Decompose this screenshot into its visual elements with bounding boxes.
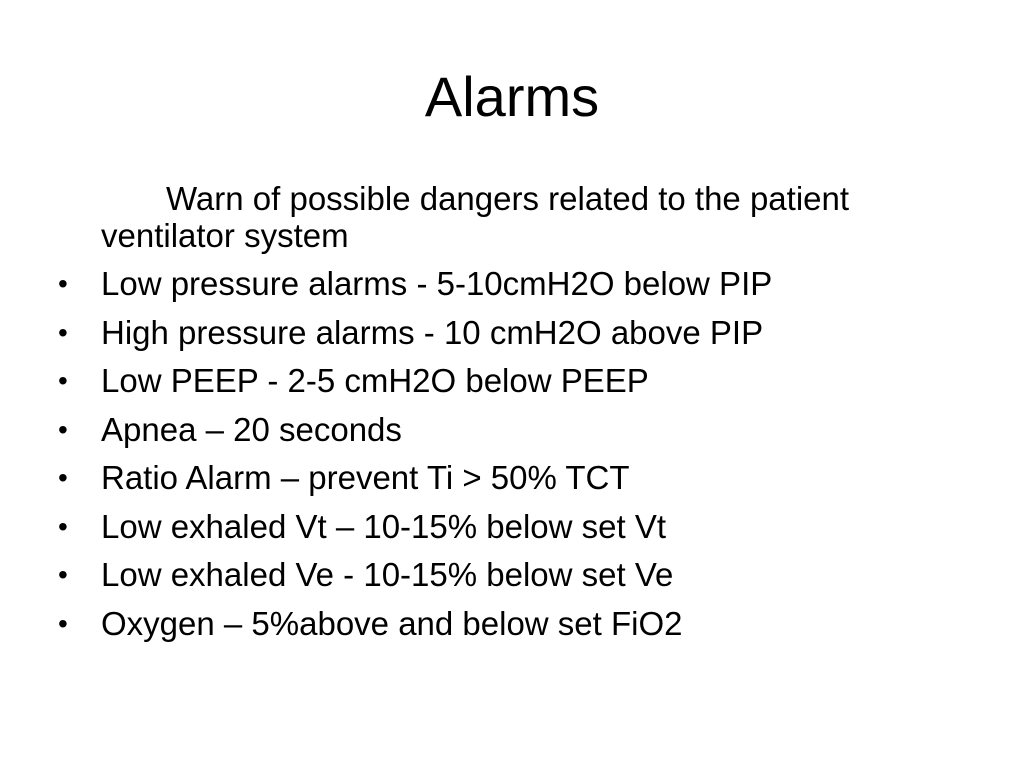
bullet-text: Low exhaled Ve - 10-15% below set Ve — [101, 556, 674, 593]
bullet-list — [56, 260, 956, 648]
bullet-icon: • — [58, 607, 68, 639]
bullet-text: Low PEEP - 2-5 cmH2O below PEEP — [101, 362, 649, 399]
bullet-text: Ratio Alarm – prevent Ti > 50% TCT — [101, 459, 630, 496]
bullet-icon: • — [58, 413, 68, 445]
slide-body — [56, 180, 956, 648]
list-item — [56, 357, 956, 406]
bullet-text: Low exhaled Vt – 10-15% below set Vt — [101, 507, 667, 545]
bullet-icon: • — [58, 365, 68, 396]
list-item — [56, 309, 956, 358]
bullet-icon: • — [58, 316, 68, 348]
bullet-text: Oxygen – 5%above and below set FiO2 — [101, 604, 683, 642]
slide-title: Alarms — [424, 65, 600, 128]
list-item — [56, 406, 956, 455]
list-item — [56, 600, 956, 649]
bullet-icon: • — [58, 510, 68, 542]
bullet-icon: • — [58, 559, 68, 590]
bullet-icon: • — [58, 462, 68, 493]
list-item — [56, 503, 956, 552]
bullet-text: Apnea – 20 seconds — [101, 410, 402, 448]
intro-text: Warn of possible dangers related to the patient ventilator system — [101, 180, 850, 254]
list-item — [56, 260, 956, 309]
bullet-text: Low pressure alarms - 5-10cmH2O below PIP — [101, 265, 773, 302]
list-item — [56, 454, 956, 503]
list-item — [56, 551, 956, 600]
bullet-icon: • — [58, 268, 68, 299]
bullet-text: High pressure alarms - 10 cmH2O above PIP — [101, 313, 764, 351]
